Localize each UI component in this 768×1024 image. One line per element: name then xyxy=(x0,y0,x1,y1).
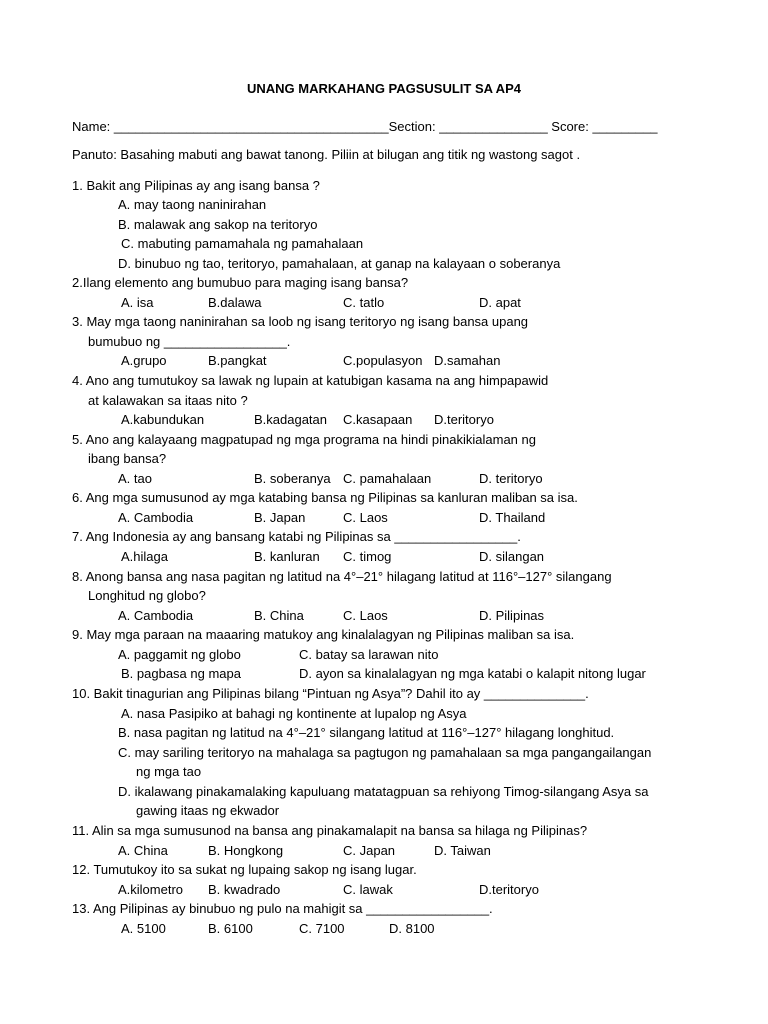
q10-option-b: B. nasa pagitan ng latitud na 4°–21° silangang latitud at 116°–127° hilagang longhitud. xyxy=(118,725,615,740)
q3-option-c: C.populasyon xyxy=(343,353,423,368)
q7-option-d: D. silangan xyxy=(479,549,545,564)
q6-option-d: D. Thailand xyxy=(479,510,546,525)
q7-option-b: B. kanluran xyxy=(254,549,320,564)
question-9: 9. May mga paraan na maaaring matukoy ang kinalalagyan ng Pilipinas maliban sa isa. xyxy=(72,627,575,642)
q4-option-d: D.teritoryo xyxy=(434,412,494,427)
q3-option-d: D.samahan xyxy=(434,353,501,368)
q11-option-d: D. Taiwan xyxy=(434,843,491,858)
q9-option-c: C. batay sa larawan nito xyxy=(299,647,439,662)
q13-option-c: C. 7100 xyxy=(299,921,345,936)
question-6: 6. Ang mga sumusunod ay mga katabing bansa ng Pilipinas sa kanluran maliban sa isa. xyxy=(72,490,578,505)
q12-option-a: A.kilometro xyxy=(118,882,184,897)
q1-option-a: A. may taong naninirahan xyxy=(118,197,267,212)
question-2: 2.Ilang elemento ang bumubuo para maging isang bansa? xyxy=(72,275,409,290)
q2-option-a: A. isa xyxy=(121,295,154,310)
name-section-score-line: Name: ______________________________________Section: _______________ Score: _________ xyxy=(72,119,658,134)
q9-option-a: A. paggamit ng globo xyxy=(118,647,241,662)
q2-option-d: D. apat xyxy=(479,295,521,310)
q1-option-c: C. mabuting pamamahala ng pamahalaan xyxy=(121,236,364,251)
q11-option-b: B. Hongkong xyxy=(208,843,284,858)
q10-option-d-cont: gawing itaas ng ekwador xyxy=(136,803,280,818)
question-11: 11. Alin sa mga sumusunod na bansa ang pinakamalapit na bansa sa hilaga ng Pilipinas? xyxy=(72,823,588,838)
question-10: 10. Bakit tinagurian ang Pilipinas bilang “Pintuan ng Asya”? Dahil ito ay ______________. xyxy=(72,686,589,701)
q13-option-a: A. 5100 xyxy=(121,921,166,936)
q4-option-c: C.kasapaan xyxy=(343,412,413,427)
q5-option-d: D. teritoryo xyxy=(479,471,543,486)
q2-option-c: C. tatlo xyxy=(343,295,385,310)
q6-option-a: A. Cambodia xyxy=(118,510,194,525)
q8-option-a: A. Cambodia xyxy=(118,608,194,623)
q1-option-d: D. binubuo ng tao, teritoryo, pamahalaan, at ganap na kalayaan o soberanya xyxy=(118,256,561,271)
q13-option-b: B. 6100 xyxy=(208,921,253,936)
q4-option-a: A.kabundukan xyxy=(121,412,205,427)
q5-option-c: C. pamahalaan xyxy=(343,471,432,486)
q13-option-d: D. 8100 xyxy=(389,921,435,936)
q9-option-d: D. ayon sa kinalalagyan ng mga katabi o kalapit nitong lugar xyxy=(299,666,646,681)
q5-option-b: B. soberanya xyxy=(254,471,331,486)
question-3-cont: bumubuo ng _________________. xyxy=(88,334,291,349)
q5-option-a: A. tao xyxy=(118,471,152,486)
q9-option-b: B. pagbasa ng mapa xyxy=(121,666,241,681)
q1-option-b: B. malawak ang sakop na teritoryo xyxy=(118,217,318,232)
question-8-cont: Longhitud ng globo? xyxy=(88,588,206,603)
question-12: 12. Tumutukoy ito sa sukat ng lupaing sakop ng isang lugar. xyxy=(72,862,417,877)
q8-option-c: C. Laos xyxy=(343,608,388,623)
q7-option-c: C. timog xyxy=(343,549,392,564)
q3-option-b: B.pangkat xyxy=(208,353,267,368)
question-1: 1. Bakit ang Pilipinas ay ang isang bansa ? xyxy=(72,178,320,193)
q2-option-b: B.dalawa xyxy=(208,295,262,310)
instructions: Panuto: Basahing mabuti ang bawat tanong. Piliin at bilugan ang titik ng wastong sagot . xyxy=(72,147,581,162)
q10-option-c-cont: ng mga tao xyxy=(136,764,202,779)
question-3: 3. May mga taong naninirahan sa loob ng isang teritoryo ng isang bansa upang xyxy=(72,314,529,329)
question-4: 4. Ano ang tumutukoy sa lawak ng lupain at katubigan kasama na ang himpapawid xyxy=(72,373,549,388)
q10-option-d: D. ikalawang pinakamalaking kapuluang matatagpuan sa rehiyong Timog-silangang Asya sa xyxy=(118,784,649,799)
q12-option-c: C. lawak xyxy=(343,882,393,897)
question-7: 7. Ang Indonesia ay ang bansang katabi ng Pilipinas sa _________________. xyxy=(72,529,521,544)
question-5: 5. Ano ang kalayaang magpatupad ng mga programa na hindi pinakikialaman ng xyxy=(72,432,536,447)
q6-option-b: B. Japan xyxy=(254,510,306,525)
q12-option-d: D.teritoryo xyxy=(479,882,539,897)
q12-option-b: B. kwadrado xyxy=(208,882,281,897)
q7-option-a: A.hilaga xyxy=(121,549,168,564)
question-4-cont: at kalawakan sa itaas nito ? xyxy=(88,393,248,408)
q3-option-a: A.grupo xyxy=(121,353,167,368)
question-13: 13. Ang Pilipinas ay binubuo ng pulo na mahigit sa _________________. xyxy=(72,901,493,916)
q6-option-c: C. Laos xyxy=(343,510,388,525)
q10-option-a: A. nasa Pasipiko at bahagi ng kontinente at lupalop ng Asya xyxy=(121,706,467,721)
question-5-cont: ibang bansa? xyxy=(88,451,167,466)
question-8: 8. Anong bansa ang nasa pagitan ng latitud na 4°–21° hilagang latitud at 116°–127° silangang xyxy=(72,569,612,584)
exam-title: UNANG MARKAHANG PAGSUSULIT SA AP4 xyxy=(247,81,521,96)
q4-option-b: B.kadagatan xyxy=(254,412,328,427)
q8-option-d: D. Pilipinas xyxy=(479,608,545,623)
q8-option-b: B. China xyxy=(254,608,304,623)
q11-option-a: A. China xyxy=(118,843,168,858)
q11-option-c: C. Japan xyxy=(343,843,396,858)
q10-option-c: C. may sariling teritoryo na mahalaga sa pagtugon ng pamahalaan sa mga pangangailangan xyxy=(118,745,652,760)
